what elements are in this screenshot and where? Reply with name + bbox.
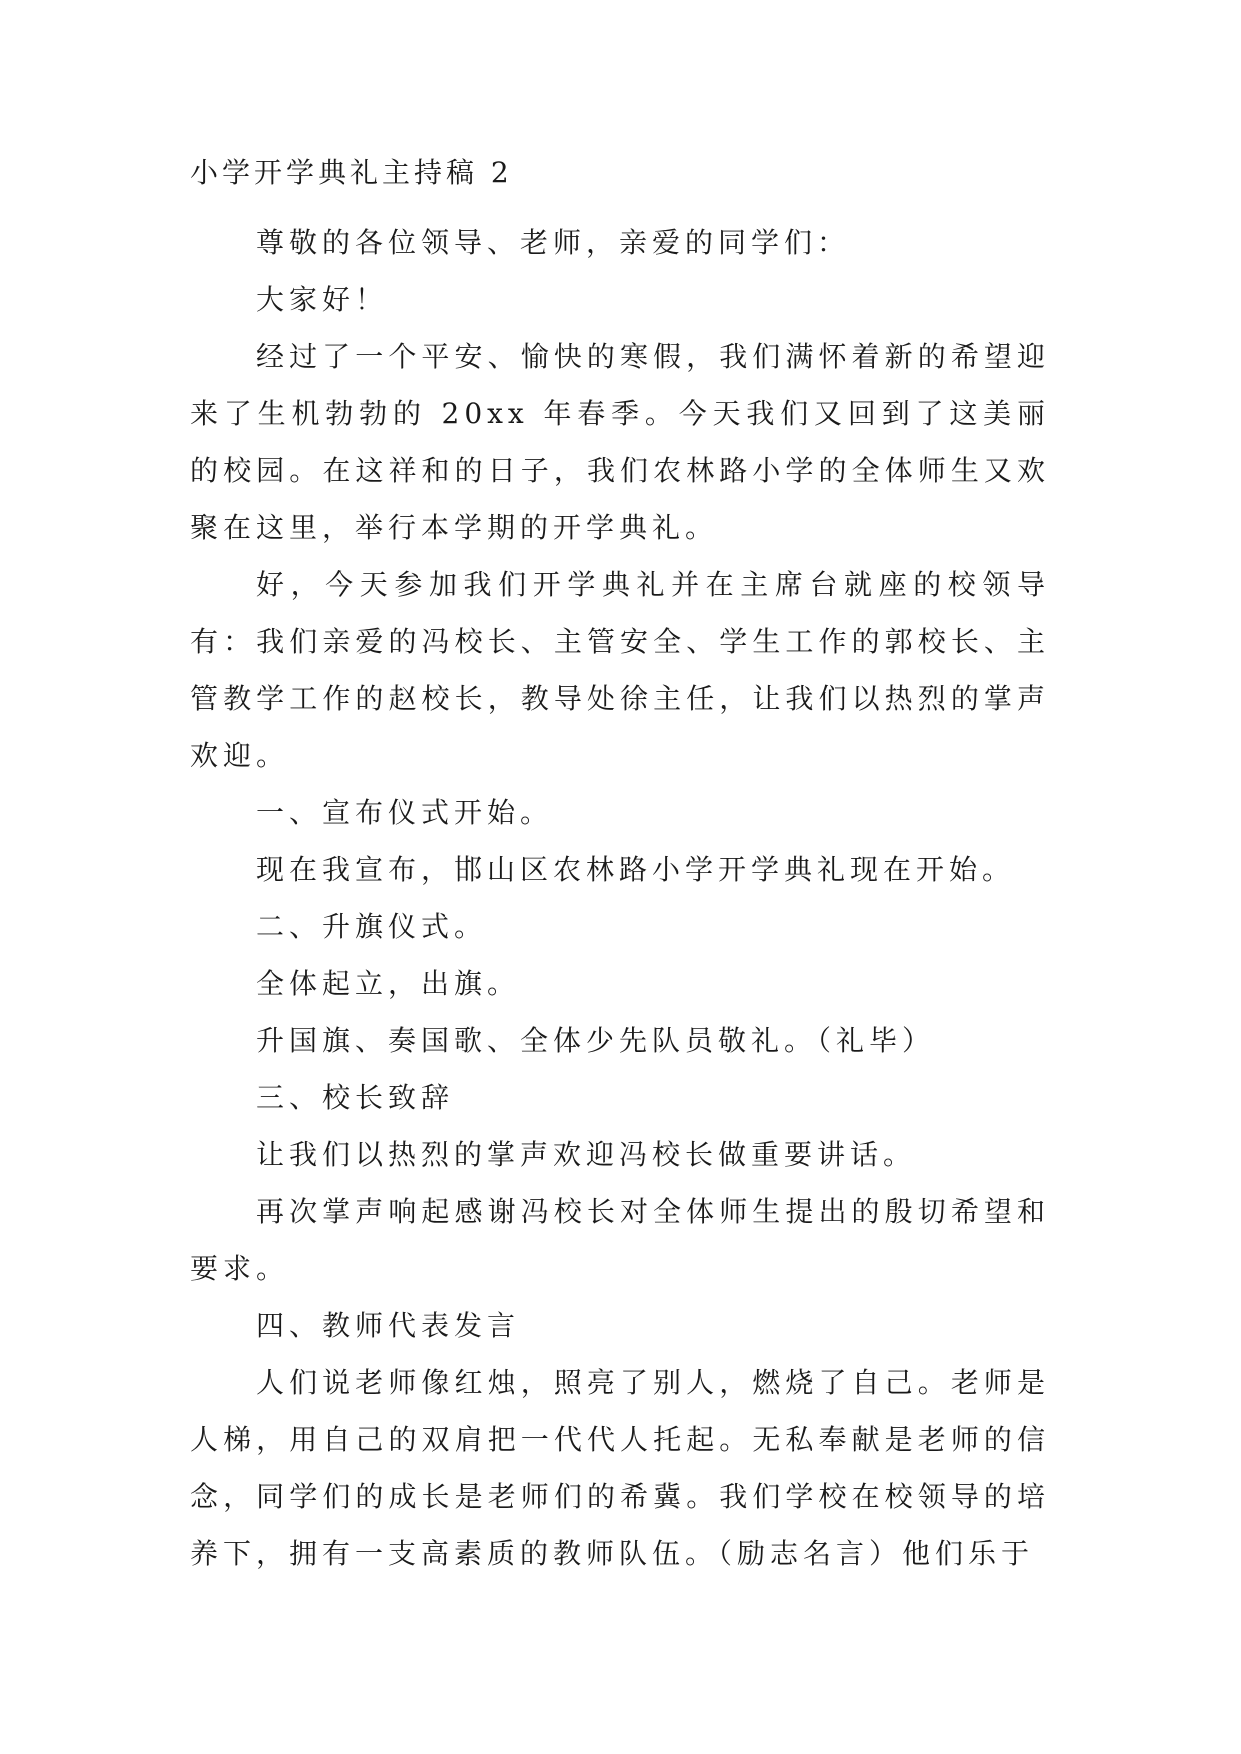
document-page xyxy=(190,158,1050,1582)
paragraph-flag: 升国旗、奏国歌、全体少先队员敬礼。（礼毕） xyxy=(256,1024,936,1057)
paragraph-welcome-principal: 让我们以热烈的掌声欢迎冯校长做重要讲话。 xyxy=(256,1138,917,1171)
section-heading-4: 四、教师代表发言 xyxy=(256,1309,521,1342)
paragraph-stand: 全体起立，出旗。 xyxy=(256,967,521,1000)
paragraph-opening: 经过了一个平安、愉快的寒假，我们满怀着新的希望迎来了生机勃勃的 20xx 年春季。今天我们又回到了这美丽的校园。在这祥和的日子，我们农林路小学的全体师生又欢聚在这里，举行本学期的开学典礼。 xyxy=(190,340,1050,544)
paragraph-greeting: 尊敬的各位领导、老师，亲爱的同学们： xyxy=(256,226,851,259)
section-heading-2: 二、升旗仪式。 xyxy=(256,910,488,943)
paragraph-announce: 现在我宣布，邯山区农林路小学开学典礼现在开始。 xyxy=(256,853,1016,886)
section-heading-3: 三、校长致辞 xyxy=(256,1081,455,1114)
paragraph-thanks: 再次掌声响起感谢冯校长对全体师生提出的殷切希望和要求。 xyxy=(190,1195,1050,1285)
paragraph-leaders: 好，今天参加我们开学典礼并在主席台就座的校领导有：我们亲爱的冯校长、主管安全、学生工作的郭校长、主管教学工作的赵校长，教导处徐主任，让我们以热烈的掌声欢迎。 xyxy=(190,568,1050,772)
section-heading-1: 一、宣布仪式开始。 xyxy=(256,796,554,829)
paragraph-hello: 大家好！ xyxy=(256,283,389,316)
document-title: 小学开学典礼主持稿 2 xyxy=(190,156,513,189)
paragraph-teachers: 人们说老师像红烛，照亮了别人，燃烧了自己。老师是人梯，用自己的双肩把一代代人托起。无私奉献是老师的信念，同学们的成长是老师们的希冀。我们学校在校领导的培养下，拥有一支高素质的教师队伍。（励志名言）他们乐于 xyxy=(190,1366,1050,1570)
